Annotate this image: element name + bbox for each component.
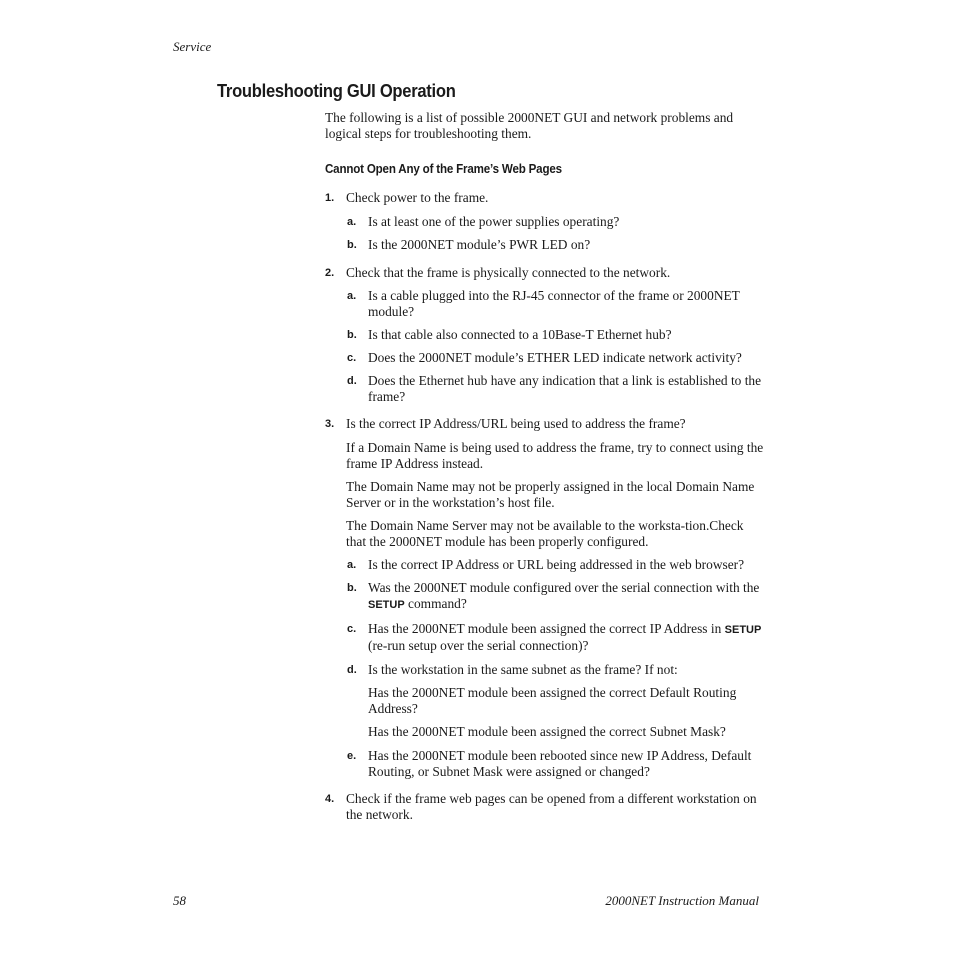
step-1 xyxy=(325,190,765,206)
sub-letter: e. xyxy=(347,750,357,762)
manual-title: 2000NET Instruction Manual xyxy=(605,893,759,908)
step-3-sub-d xyxy=(325,662,765,678)
sub-text-after: (re-run setup over the serial connection)? xyxy=(368,638,589,653)
step-number: 3. xyxy=(325,418,335,430)
sub-letter: b. xyxy=(347,582,357,594)
step-1-sub-b xyxy=(325,237,765,253)
step-3 xyxy=(325,416,765,432)
step-3-sub-d-para-1: Has the 2000NET module been assigned the correct Default Routing Address? xyxy=(368,685,737,716)
step-text: Check that the frame is physically connected to the network. xyxy=(346,265,671,280)
page-number: 58 xyxy=(173,893,186,908)
sub-letter: b. xyxy=(347,239,357,251)
sub-letter: b. xyxy=(347,329,357,341)
sub-text: Is that cable also connected to a 10Base-T Ethernet hub? xyxy=(368,327,672,342)
sub-text: Is at least one of the power supplies operating? xyxy=(368,214,620,229)
step-3-sub-a xyxy=(325,557,765,573)
step-2-sub-d xyxy=(325,373,765,405)
sub-text: Is the 2000NET module’s PWR LED on? xyxy=(368,237,591,252)
setup-command-keyword: SETUP xyxy=(368,599,405,611)
step-3-sub-c xyxy=(325,621,765,654)
sub-text: Does the Ethernet hub have any indication that a link is established to the frame? xyxy=(368,373,762,404)
step-text: Check power to the frame. xyxy=(346,190,489,205)
sub-text-before: Was the 2000NET module configured over the serial connection with the xyxy=(368,580,760,595)
step-3-para-2: The Domain Name may not be properly assigned in the local Domain Name Server or in the workstation’s host file. xyxy=(346,479,755,510)
sub-letter: a. xyxy=(347,290,357,302)
step-3-sub-e xyxy=(325,748,765,780)
sub-text: Is the correct IP Address or URL being addressed in the web browser? xyxy=(368,557,745,572)
sub-text: Does the 2000NET module’s ETHER LED indicate network activity? xyxy=(368,350,742,365)
sub-letter: c. xyxy=(347,623,357,635)
sub-text-before: Has the 2000NET module been assigned the correct IP Address in xyxy=(368,621,725,636)
sub-text: Is a cable plugged into the RJ-45 connector of the frame or 2000NET module? xyxy=(368,288,740,319)
sub-letter: d. xyxy=(347,664,357,676)
sub-letter: a. xyxy=(347,559,357,571)
step-3-para-3: The Domain Name Server may not be available to the worksta-tion.Check that the 2000NET module has been properly configured. xyxy=(346,518,744,549)
sub-text-after: command? xyxy=(404,596,467,611)
setup-command-keyword: SETUP xyxy=(724,624,762,636)
step-2 xyxy=(325,265,765,281)
step-text: Check if the frame web pages can be opened from a different workstation on the network. xyxy=(346,791,757,822)
step-number: 4. xyxy=(325,793,335,805)
sub-text: Is the workstation in the same subnet as the frame? If not: xyxy=(368,662,678,677)
step-2-sub-c xyxy=(325,350,765,366)
content-column xyxy=(325,110,765,823)
section-title: Troubleshooting GUI Operation xyxy=(217,81,456,101)
intro-paragraph: The following is a list of possible 2000NET GUI and network problems and logical steps for troubleshooting them. xyxy=(325,110,734,141)
sub-letter: c. xyxy=(347,352,357,364)
step-2-sub-a xyxy=(325,288,765,320)
step-2-sub-b xyxy=(325,327,765,343)
step-4 xyxy=(325,791,765,823)
sub-letter: d. xyxy=(347,375,357,387)
step-1-sub-a xyxy=(325,214,765,230)
sub-text: Has the 2000NET module been rebooted since new IP Address, Default Routing, or Subnet Mask were assigned or changed? xyxy=(368,748,752,779)
subsection-heading: Cannot Open Any of the Frame’s Web Pages xyxy=(325,162,562,176)
step-text: Is the correct IP Address/URL being used to address the frame? xyxy=(346,416,686,431)
sub-letter: a. xyxy=(347,216,357,228)
running-head: Service xyxy=(173,39,212,54)
step-3-sub-d-para-2: Has the 2000NET module been assigned the correct Subnet Mask? xyxy=(368,724,726,739)
step-number: 1. xyxy=(325,192,335,204)
step-3-para-1: If a Domain Name is being used to address the frame, try to connect using the frame IP Address instead. xyxy=(346,440,764,471)
step-3-sub-b xyxy=(325,580,765,613)
step-number: 2. xyxy=(325,267,335,279)
